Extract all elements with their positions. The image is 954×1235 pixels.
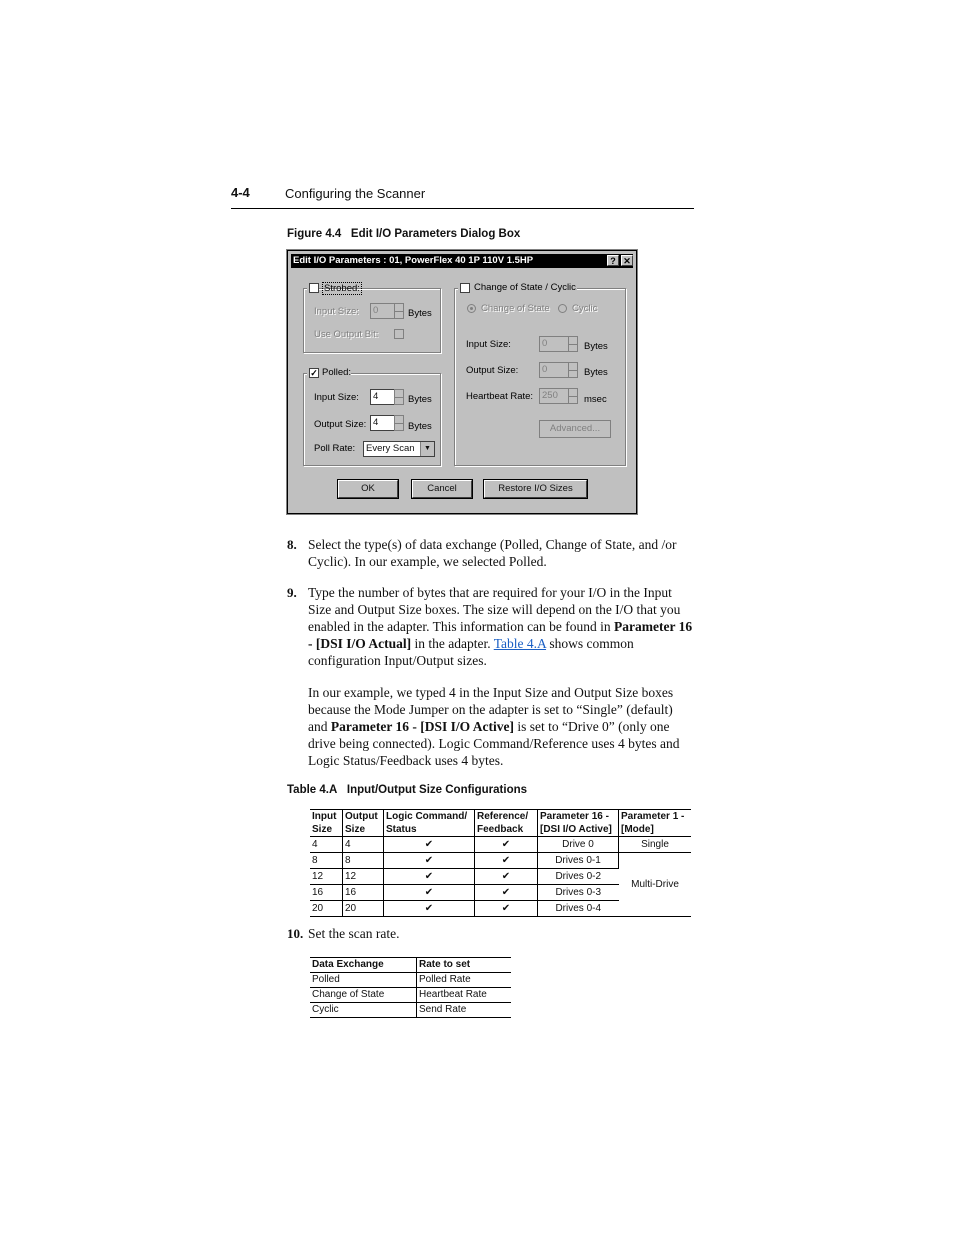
strobed-input-size-spinner[interactable]: [394, 303, 404, 319]
col-output-size: Output Size: [343, 810, 384, 837]
output-size-cell: 20: [343, 901, 384, 917]
cyclic-radio[interactable]: [558, 304, 567, 313]
polled-header: [307, 367, 351, 379]
param-16-actual: Parameter 16 - [DSI I/O Actual]: [308, 619, 693, 651]
table-caption: [287, 784, 527, 796]
output-size-cell: 16: [343, 885, 384, 901]
rate-cell: Heartbeat Rate: [417, 988, 512, 1003]
param16-cell: Drives 0-4: [538, 901, 619, 917]
page-number: 4-4: [231, 185, 250, 200]
cos-checkbox[interactable]: [460, 283, 470, 293]
strobed-bytes-label: Bytes: [408, 308, 432, 319]
col-input-size: Input Size: [310, 810, 343, 837]
cos-input-bytes-label: Bytes: [584, 341, 608, 352]
poll-rate-label: Poll Rate:: [314, 443, 356, 454]
step-number: 10.: [287, 926, 304, 941]
cos-radio-label: Change of State: [481, 303, 550, 314]
check-icon: ✔: [384, 885, 475, 901]
mode-cell: Single: [619, 837, 692, 853]
check-icon: ✔: [475, 885, 538, 901]
table-header-row: [310, 958, 511, 973]
input-size-cell: 8: [310, 853, 343, 869]
table-row: [310, 1003, 511, 1018]
table-row: [310, 853, 691, 869]
param16-cell: Drives 0-2: [538, 869, 619, 885]
col-rate-to-set: Rate to set: [417, 958, 512, 973]
col-data-exchange: Data Exchange: [310, 958, 417, 973]
check-icon: ✔: [475, 869, 538, 885]
dialog-title: Edit I/O Parameters : 01, PowerFlex 40 1P 110V 1.5HP: [293, 255, 534, 266]
strobed-label: Strobed:: [324, 283, 360, 294]
cos-input-size-spinner[interactable]: [568, 336, 578, 352]
step-9-text-a: Type the number of bytes that are required for your I/O in the Input Size and Output Size boxes. The size will depend on the I/O that you enabled in the adapter. This information can be found in: [308, 585, 681, 634]
table-row: [310, 988, 511, 1003]
edit-io-parameters-dialog: [287, 250, 637, 514]
dialog-titlebar: [291, 254, 633, 268]
input-size-cell: 12: [310, 869, 343, 885]
heartbeat-rate-label: Heartbeat Rate:: [466, 391, 534, 402]
use-output-bit-label: Use Output Bit:: [314, 329, 379, 340]
help-button[interactable]: ?: [607, 255, 619, 266]
step-9-text-c: shows common configuration Input/Output sizes.: [308, 636, 634, 668]
msec-label: msec: [584, 394, 607, 405]
figure-label: Figure 4.4: [287, 228, 342, 240]
check-icon: ✔: [384, 869, 475, 885]
polled-checkbox[interactable]: ✓: [310, 368, 318, 378]
check-icon: ✔: [475, 837, 538, 853]
polled-input-size-field[interactable]: 4: [370, 389, 396, 405]
input-size-cell: 16: [310, 885, 343, 901]
scan-rate-table: [310, 957, 511, 1018]
polled-input-size-label: Input Size:: [314, 392, 359, 403]
step-number: 8.: [287, 537, 297, 552]
cos-input-size-field[interactable]: 0: [539, 336, 569, 352]
input-size-cell: 20: [310, 901, 343, 917]
input-size-cell: 4: [310, 837, 343, 853]
mode-cell: Multi-Drive: [619, 853, 692, 917]
param-16-active: Parameter 16 - [DSI I/O Active]: [330, 719, 514, 734]
data-exchange-cell: Cyclic: [310, 1003, 417, 1018]
output-size-cell: 8: [343, 853, 384, 869]
step-9-text: [308, 584, 694, 669]
poll-rate-value: Every Scan: [366, 443, 415, 454]
data-exchange-cell: Change of State: [310, 988, 417, 1003]
step-10-text: Set the scan rate.: [308, 926, 400, 941]
advanced-button[interactable]: Advanced...: [539, 420, 611, 438]
step-9-example-text: [308, 684, 694, 769]
step-8-text: Select the type(s) of data exchange (Polled, Change of State, and /or Cyclic). In our example, we selected Polled.: [308, 537, 677, 569]
cos-radio[interactable]: [467, 304, 476, 313]
strobed-input-size-label: Input Size:: [314, 306, 359, 317]
chevron-down-icon[interactable]: ▼: [420, 442, 434, 456]
col-param-1: Parameter 1 - [Mode]: [619, 810, 692, 837]
table-header-row: [310, 810, 691, 837]
polled-input-size-spinner[interactable]: [394, 389, 404, 405]
example-text-a: In our example, we typed 4 in the Input Size and Output Size boxes because the Mode Jumper on the adapter is set to “Single” (default) and: [308, 685, 674, 734]
poll-rate-select[interactable]: [363, 441, 435, 457]
cos-input-size-label: Input Size:: [466, 339, 511, 350]
polled-output-size-field[interactable]: 4: [370, 415, 396, 431]
strobed-header: [307, 282, 360, 294]
col-param-16: Parameter 16 - [DSI I/O Active]: [538, 810, 619, 837]
cos-label: Change of State / Cyclic: [474, 282, 576, 293]
use-output-bit-checkbox[interactable]: [394, 329, 404, 339]
col-reference: Reference/ Feedback: [475, 810, 538, 837]
polled-input-bytes-label: Bytes: [408, 394, 432, 405]
close-button[interactable]: ✕: [621, 255, 633, 266]
check-icon: ✔: [384, 901, 475, 917]
table-row: [310, 973, 511, 988]
header-rule: [231, 208, 694, 209]
check-icon: ✔: [384, 837, 475, 853]
strobed-input-size-field[interactable]: 0: [370, 303, 396, 319]
step-number: 9.: [287, 585, 297, 600]
polled-output-bytes-label: Bytes: [408, 421, 432, 432]
check-icon: ✔: [475, 853, 538, 869]
param16-cell: Drives 0-3: [538, 885, 619, 901]
rate-cell: Send Rate: [417, 1003, 512, 1018]
cos-output-bytes-label: Bytes: [584, 367, 608, 378]
ok-button[interactable]: OK: [338, 480, 398, 498]
polled-output-size-spinner[interactable]: [394, 415, 404, 431]
table-row: [310, 837, 691, 853]
cos-output-size-spinner[interactable]: [568, 362, 578, 378]
io-size-table: [310, 809, 691, 917]
output-size-cell: 4: [343, 837, 384, 853]
strobed-checkbox[interactable]: [309, 283, 319, 293]
param16-cell: Drives 0-1: [538, 853, 619, 869]
rate-cell: Polled Rate: [417, 973, 512, 988]
cancel-button[interactable]: Cancel: [412, 480, 472, 498]
check-icon: ✔: [384, 853, 475, 869]
cyclic-radio-label: Cyclic: [572, 303, 598, 314]
figure-caption: [287, 228, 520, 240]
col-logic-command: Logic Command/ Status: [384, 810, 475, 837]
restore-io-sizes-button[interactable]: Restore I/O Sizes: [484, 480, 587, 498]
data-exchange-cell: Polled: [310, 973, 417, 988]
table-title: Input/Output Size Configurations: [346, 784, 528, 796]
strobed-group: [303, 288, 441, 353]
step-9-text-b: in the adapter.: [411, 636, 494, 651]
section-title: Configuring the Scanner: [285, 186, 426, 201]
check-icon: ✔: [475, 901, 538, 917]
table-4a-link[interactable]: Table 4.A: [493, 636, 547, 651]
cos-header: [458, 282, 577, 294]
heartbeat-rate-spinner[interactable]: [568, 388, 578, 404]
table-label: Table 4.A: [287, 784, 338, 796]
heartbeat-rate-field[interactable]: 250: [539, 388, 569, 404]
figure-title: Edit I/O Parameters Dialog Box: [350, 228, 521, 240]
example-text-b: is set to “Drive 0” (only one drive being connected). Logic Command/Reference uses 4 bytes and Logic Status/Feedback uses 4 bytes.: [308, 719, 680, 768]
output-size-cell: 12: [343, 869, 384, 885]
param16-cell: Drive 0: [538, 837, 619, 853]
cos-output-size-field[interactable]: 0: [539, 362, 569, 378]
polled-output-size-label: Output Size:: [314, 419, 367, 430]
cos-output-size-label: Output Size:: [466, 365, 519, 376]
polled-label: Polled:: [322, 367, 352, 378]
